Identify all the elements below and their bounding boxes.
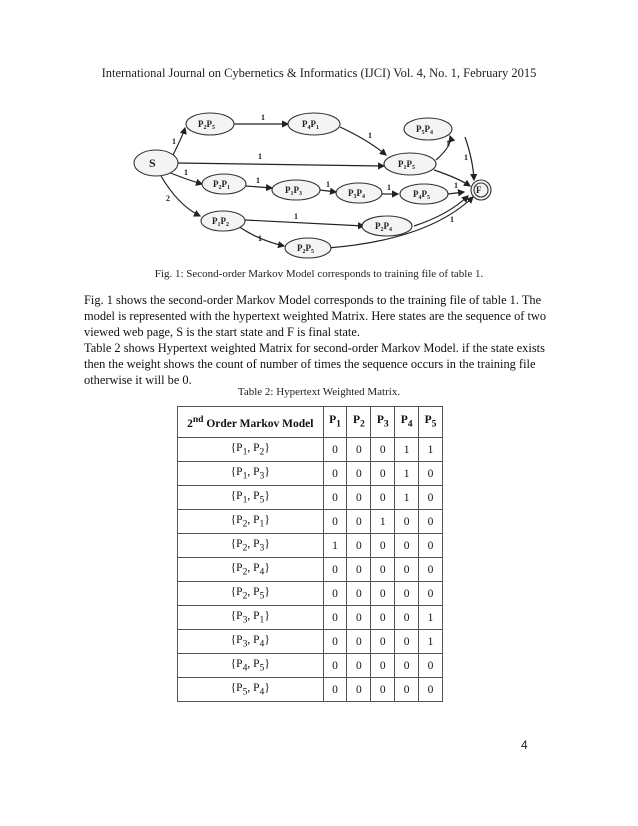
weight-cell: 0 xyxy=(371,462,395,486)
edge-weight: 1 xyxy=(368,131,372,140)
state-index: 3 xyxy=(242,638,248,650)
state-index: 2 xyxy=(242,590,248,602)
state-index: 5 xyxy=(259,590,265,602)
node-p3p4: $P_3P_4$ xyxy=(348,188,365,200)
state-index: 2 xyxy=(242,518,248,530)
weight-cell: 0 xyxy=(419,486,443,510)
node-p4p1: $P_4P_1$ xyxy=(302,119,319,131)
edge-weight: 1 xyxy=(258,152,262,161)
body-paragraph-2: Table 2 shows Hypertext weighted Matrix for second-order Markov Model. if the state exists then the weight shows the count of number of times the sequence occurs in the training file otherwise it will be 0. xyxy=(84,341,545,387)
col-index: 1 xyxy=(336,418,341,430)
state-index: 5 xyxy=(242,686,248,698)
weight-cell: 0 xyxy=(323,582,347,606)
state-pair-cell: {$P_2$, $P_3$} xyxy=(178,534,324,558)
edge-weight: 2 xyxy=(166,194,170,203)
weight-cell: 0 xyxy=(323,438,347,462)
weight-cell: 0 xyxy=(347,510,371,534)
weight-cell: 1 xyxy=(323,534,347,558)
node-p1p2: $P_1P_2$ xyxy=(212,216,229,228)
table-header-row xyxy=(178,407,443,438)
weight-cell: 0 xyxy=(371,678,395,702)
col-index: 4 xyxy=(407,418,413,430)
state-pair-cell: {$P_3$, $P_4$} xyxy=(178,630,324,654)
hypertext-weighted-matrix xyxy=(177,406,443,702)
weight-cell: 0 xyxy=(347,462,371,486)
edge-weight: 1 xyxy=(256,176,260,185)
weight-cell: 0 xyxy=(323,678,347,702)
weight-cell: 0 xyxy=(347,654,371,678)
table-body xyxy=(178,438,443,702)
figure-caption: Fig. 1: Second-order Markov Model corresponds to training file of table 1. xyxy=(154,268,484,280)
node-p2p4: $P_2P_4$ xyxy=(375,221,392,233)
weight-cell: 0 xyxy=(347,630,371,654)
edge-weight: 1 xyxy=(172,137,176,146)
state-index: 3 xyxy=(242,614,248,626)
table-row xyxy=(178,510,443,534)
weight-cell: 0 xyxy=(323,558,347,582)
col-index: 3 xyxy=(383,418,389,430)
weight-cell: 0 xyxy=(371,534,395,558)
table-row xyxy=(178,582,443,606)
edge-weight: 1 xyxy=(326,180,330,189)
state-index: 1 xyxy=(242,494,248,506)
weight-cell: 0 xyxy=(323,630,347,654)
edge-weight: 1 xyxy=(450,215,454,224)
node-p1p3: $P_1P_3$ xyxy=(285,185,302,197)
col-index: 2 xyxy=(359,418,365,430)
final-node-label: F xyxy=(476,185,482,195)
weight-cell: 1 xyxy=(419,438,443,462)
weight-cell: 0 xyxy=(419,654,443,678)
weight-cell: 1 xyxy=(395,462,419,486)
state-index: 5 xyxy=(259,662,265,674)
edge-weight: 1 xyxy=(184,168,188,177)
weight-cell: 1 xyxy=(419,630,443,654)
weight-cell: 0 xyxy=(395,654,419,678)
weight-cell: 0 xyxy=(347,486,371,510)
state-pair-cell: {$P_1$, $P_2$} xyxy=(178,438,324,462)
table-row xyxy=(178,654,443,678)
header-rest: Order Markov Model xyxy=(203,417,314,430)
journal-header: International Journal on Cybernetics & Informatics (IJCI) Vol. 4, No. 1, February 2015 xyxy=(101,66,537,80)
weight-cell: 0 xyxy=(419,678,443,702)
table-caption: Table 2: Hypertext Weighted Matrix. xyxy=(237,386,401,398)
weight-cell: 0 xyxy=(371,606,395,630)
state-pair-cell: {$P_1$, $P_5$} xyxy=(178,486,324,510)
edge-weight: 1 xyxy=(294,212,298,221)
state-index: 2 xyxy=(242,542,248,554)
weight-cell: 0 xyxy=(395,678,419,702)
weight-cell: 0 xyxy=(419,558,443,582)
weight-cell: 1 xyxy=(395,438,419,462)
weight-cell: 0 xyxy=(347,534,371,558)
state-index: 5 xyxy=(259,494,265,506)
state-pair-cell: {$P_2$, $P_1$} xyxy=(178,510,324,534)
node-p5p4-top: $P_5P_4$ xyxy=(416,124,433,136)
edge-weight: 1 xyxy=(464,153,468,162)
node-p2p5-bottom: $P_2P_5$ xyxy=(297,243,314,255)
state-index: 4 xyxy=(259,566,265,578)
weight-cell: 0 xyxy=(323,606,347,630)
table-row xyxy=(178,534,443,558)
weight-cell: 0 xyxy=(347,582,371,606)
weight-cell: 0 xyxy=(395,558,419,582)
weight-cell: 0 xyxy=(395,606,419,630)
weight-cell: 0 xyxy=(323,486,347,510)
edge-weight: 1 xyxy=(261,113,265,122)
column-header: $P_2$ xyxy=(347,407,371,438)
state-index: 4 xyxy=(259,638,265,650)
state-pair-cell: {$P_1$, $P_3$} xyxy=(178,462,324,486)
state-pair-cell: {$P_2$, $P_4$} xyxy=(178,558,324,582)
state-index: 2 xyxy=(259,446,265,458)
edge-weight: 1 xyxy=(258,234,262,243)
weight-cell: 0 xyxy=(419,462,443,486)
weight-cell: 0 xyxy=(419,510,443,534)
markov-graph xyxy=(128,100,508,262)
weight-cell: 0 xyxy=(419,534,443,558)
start-node-label: S xyxy=(149,156,156,170)
state-pair-cell: {$P_5$, $P_4$} xyxy=(178,678,324,702)
node-p2p1: $P_2P_1$ xyxy=(213,179,230,191)
edge-weight: 1 xyxy=(387,183,391,192)
state-pair-cell: {$P_2$, $P_5$} xyxy=(178,582,324,606)
state-index: 2 xyxy=(242,566,248,578)
table-row xyxy=(178,630,443,654)
node-p1p5: $P_1P_5$ xyxy=(398,159,415,171)
body-paragraph-1: Fig. 1 shows the second-order Markov Model corresponds to the training file of table 1. The model is represented with the hypertext weighted Matrix. Here states are the sequence of two viewed web page, S is the start state and F is final state. xyxy=(84,293,547,339)
weight-cell: 0 xyxy=(347,438,371,462)
weight-cell: 0 xyxy=(371,654,395,678)
graph-nodes xyxy=(134,113,491,258)
weight-cell: 0 xyxy=(347,558,371,582)
weight-cell: 0 xyxy=(371,438,395,462)
state-index: 1 xyxy=(242,446,248,458)
node-p2p5: $P_2P_5$ xyxy=(198,119,215,131)
state-index: 1 xyxy=(242,470,248,482)
weight-cell: 0 xyxy=(395,582,419,606)
weight-cell: 0 xyxy=(323,510,347,534)
weight-cell: 0 xyxy=(395,630,419,654)
header-sup: nd xyxy=(192,414,204,426)
table-row xyxy=(178,678,443,702)
weight-cell: 0 xyxy=(347,606,371,630)
header-order: 2 xyxy=(187,417,193,430)
table-row xyxy=(178,486,443,510)
state-index: 4 xyxy=(259,686,265,698)
node-p4p5: $P_4P_5$ xyxy=(413,189,430,201)
edge-weight: 1 xyxy=(454,181,458,190)
state-index: 1 xyxy=(259,614,265,626)
weight-cell: 0 xyxy=(323,654,347,678)
column-header: $P_5$ xyxy=(419,407,443,438)
weight-cell: 0 xyxy=(371,558,395,582)
col-index: 5 xyxy=(431,418,437,430)
weight-cell: 0 xyxy=(419,582,443,606)
edge-weight: 1 xyxy=(446,139,450,148)
weight-cell: 1 xyxy=(371,510,395,534)
weight-cell: 0 xyxy=(323,462,347,486)
weight-cell: 0 xyxy=(347,678,371,702)
state-pair-cell: {$P_3$, $P_1$} xyxy=(178,606,324,630)
model-column-header xyxy=(178,407,324,438)
table-row xyxy=(178,606,443,630)
column-header: $P_1$ xyxy=(323,407,347,438)
column-header: $P_3$ xyxy=(371,407,395,438)
markov-model-figure xyxy=(128,100,508,262)
column-header: $P_4$ xyxy=(395,407,419,438)
table-row xyxy=(178,438,443,462)
weight-cell: 0 xyxy=(395,510,419,534)
state-index: 3 xyxy=(259,542,265,554)
weight-cell: 1 xyxy=(419,606,443,630)
weight-cell: 0 xyxy=(371,630,395,654)
state-pair-cell: {$P_4$, $P_5$} xyxy=(178,654,324,678)
weight-cell: 0 xyxy=(395,534,419,558)
table-row xyxy=(178,462,443,486)
weight-cell: 1 xyxy=(395,486,419,510)
state-index: 1 xyxy=(259,518,265,530)
page-number: 4 xyxy=(521,738,528,752)
table-row xyxy=(178,558,443,582)
state-index: 3 xyxy=(259,470,265,482)
weight-cell: 0 xyxy=(371,582,395,606)
weight-cell: 0 xyxy=(371,486,395,510)
state-index: 4 xyxy=(242,662,248,674)
